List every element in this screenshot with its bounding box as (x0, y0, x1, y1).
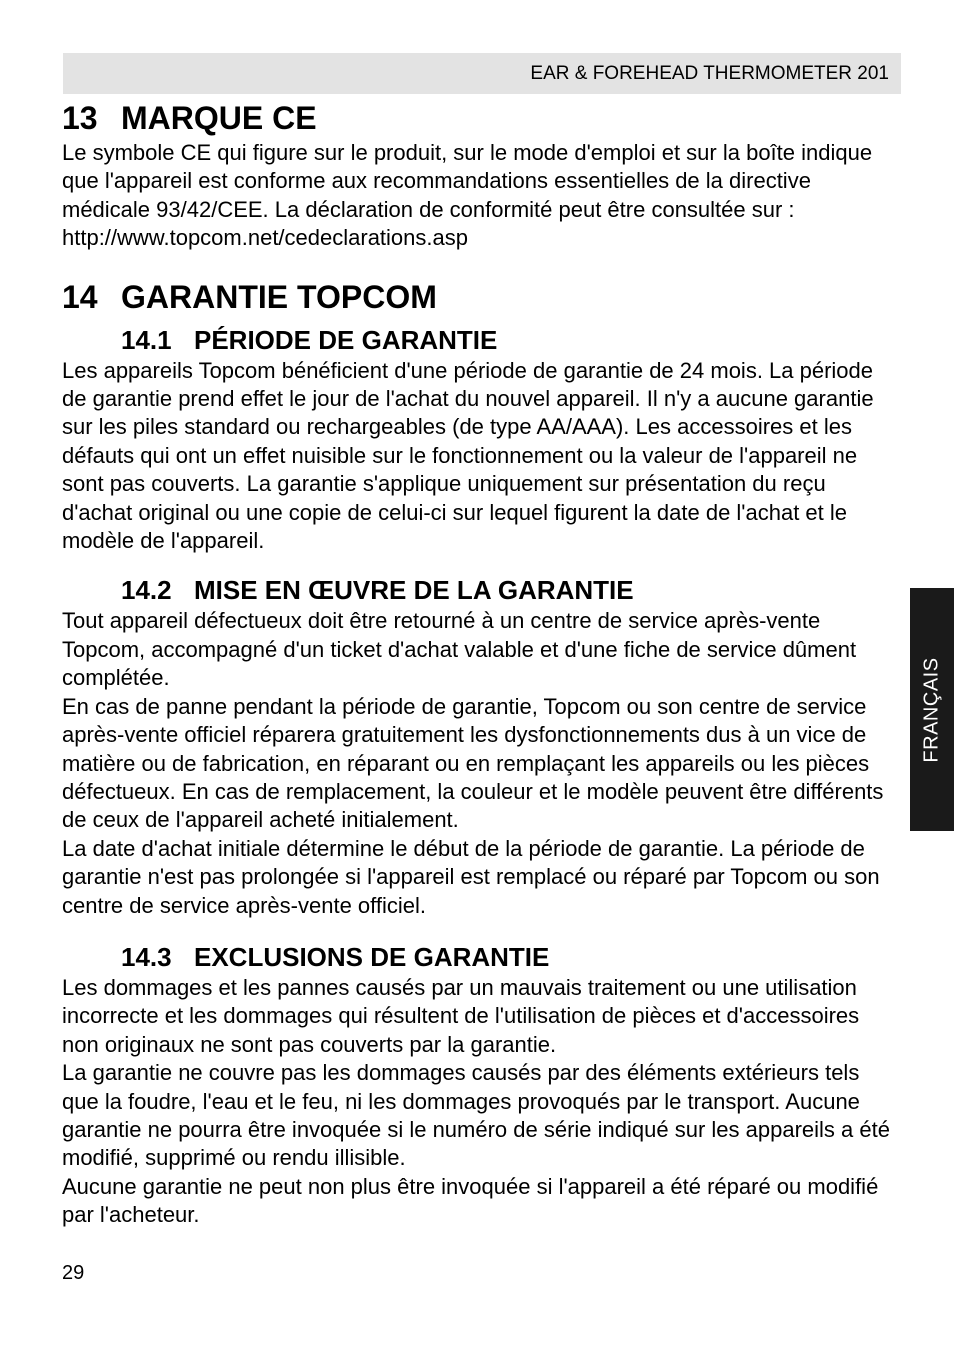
language-side-tab (910, 588, 954, 831)
subsection-heading-14-1 (121, 323, 898, 357)
subsection-14-2-paragraph-2: En cas de panne pendant la période de garantie, Topcom ou son centre de service après-vente officiel réparera gratuitement les dysfonctionnements dus à un vice de matière ou de fabrication, en réparant ou en remplaçant les appareils ou les pièces défectueux. En cas de remplacement, la couleur et le modèle peuvent être différents de ceux de l'appareil acheté initialement. (62, 693, 884, 833)
subsection-14-3-paragraph-2: La garantie ne couvre pas les dommages causés par des éléments extérieurs tels que la foudre, l'eau et le feu, ni les dommages provoqués par le transport. Aucune garantie ne pourra être invoquée si le numéro de série indiqué sur les appareils a été modifié, supprimé ou rendu illisible. (62, 1060, 890, 1171)
section-number: 13 (62, 100, 98, 136)
section-heading-13 (62, 98, 898, 138)
section-title: MARQUE CE (121, 100, 317, 136)
page-content (62, 98, 898, 1230)
subsection-title: EXCLUSIONS DE GARANTIE (194, 941, 550, 972)
subsection-14-1-paragraph: Les appareils Topcom bénéficient d'une période de garantie de 24 mois. La période de garantie prend effet le jour de l'achat du nouvel appareil. Il n'y a aucune garantie sur les piles standard ou rechargeables (de type AA/AAA). Les accessoires et les défauts qui ont un effet nuisible sur le fonctionnement ou la valeur de l'appareil ne sont pas couverts. La garantie s'applique uniquement sur présentation du reçu d'achat original ou une copie de celui-ci sur lequel figurent la date de l'achat et le modèle de l'appareil. (62, 357, 874, 554)
subsection-heading-14-2 (121, 573, 898, 607)
subsection-14-3-paragraph-3: Aucune garantie ne peut non plus être invoquée si l'appareil a été réparé ou modifié par l'acheteur. (62, 1173, 879, 1228)
language-tab-label: FRANÇAIS (920, 656, 943, 763)
subsection-title: PÉRIODE DE GARANTIE (194, 324, 498, 355)
subsection-number: 14.3 (121, 941, 172, 972)
section-number: 14 (62, 278, 98, 315)
subsection-14-3-paragraph-1: Les dommages et les pannes causés par un mauvais traitement ou une utilisation incorrecte et les dommages qui résultent de l'utilisation de pièces et d'accessoires non originaux ne sont pas couverts par la garantie. (62, 974, 860, 1057)
section-title: GARANTIE TOPCOM (121, 278, 437, 315)
page-number: 29 (62, 1262, 85, 1284)
subsection-title: MISE EN ŒUVRE DE LA GARANTIE (194, 575, 634, 606)
page-header (63, 53, 901, 94)
subsection-heading-14-3 (121, 940, 898, 974)
section-13-paragraph: Le symbole CE qui figure sur le produit, sur le mode d'emploi et sur la boîte indique que l'appareil est conforme aux recommandations essentielles de la directive médicale 93/42/CEE. La déclaration de conformité peut être consultée sur : http://www.topcom.net/cedeclarations.asp (62, 140, 873, 251)
subsection-number: 14.1 (121, 324, 172, 355)
subsection-14-2-paragraph-1: Tout appareil défectueux doit être retourné à un centre de service après-vente Topcom, accompagné d'un ticket d'achat valable et d'une fiche de service dûment complétée. (62, 608, 857, 691)
subsection-number: 14.2 (121, 575, 172, 606)
subsection-14-2-paragraph-3: La date d'achat initiale détermine le début de la période de garantie. La période de garantie n'est pas prolongée si l'appareil est remplacé ou réparé par Topcom ou son centre de service après-vente officiel. (62, 835, 880, 918)
header-title: EAR & FOREHEAD THERMOMETER 201 (530, 63, 889, 84)
section-heading-14 (62, 277, 898, 317)
